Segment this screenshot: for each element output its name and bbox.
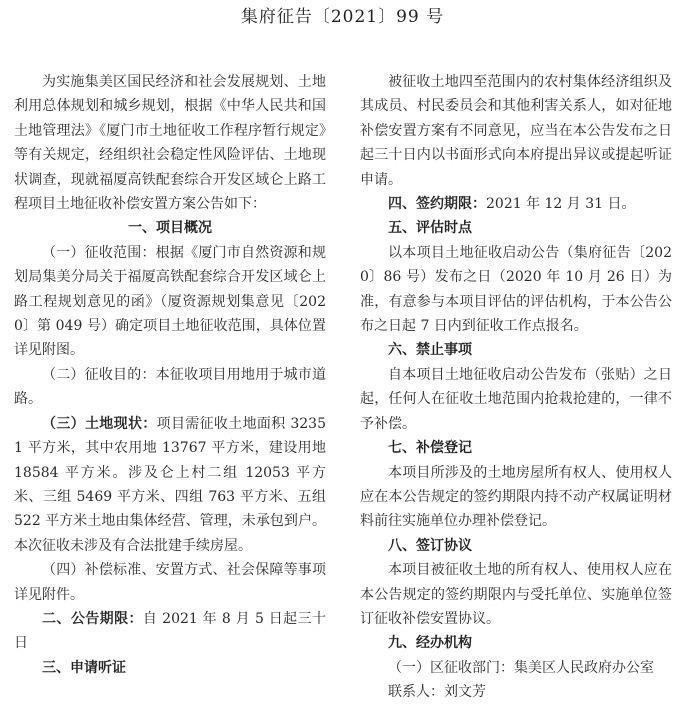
section-heading-hearing: 三、申请听证: [42, 659, 126, 676]
section-heading-agreement: 八、签订协议: [388, 537, 472, 554]
land-status-text: 项目需征收土地面积 32351 平方米，其中农用地 13767 平方米，建设用地 18584 平方米。涉及仑上村二组 12053 平方米、三组 5469 平方米、四组 763 平方米、五组 522 平方米土地由集体经营、管理，未承包到户。本次征收未涉及有合法批建手续房屋。: [14, 415, 326, 554]
section-heading-agency: 九、经办机构: [388, 635, 472, 652]
section-heading-registration: 七、补偿登记: [388, 440, 472, 457]
signing-period-text: 2021 年 12 月 31 日。: [486, 196, 636, 213]
signing-period-paragraph: [360, 192, 672, 216]
land-status-paragraph: [14, 412, 326, 558]
left-column: [14, 70, 326, 680]
intro-paragraph: 为实施集美区国民经济和社会发展规划、土地利用总体规划和城乡规划，根据《中华人民共和国土地管理法》《厦门市土地征收工作程序暂行规定》等有关规定，经组织社会稳定性风险评估、土地现状调查，现就福厦高铁配套综合开发区域仑上路工程项目土地征收补偿安置方案公告如下：: [14, 74, 326, 213]
document-title: 集府征告〔2021〕99 号: [240, 7, 445, 27]
section-heading-prohibitions: 六、禁止事项: [388, 342, 472, 359]
contact-paragraph: 联系人：刘文芳: [388, 684, 486, 701]
notice-period-text: 自 2021 年 8 月 5 日起三十日: [14, 610, 326, 652]
notice-period-paragraph: [14, 607, 326, 656]
agreement-paragraph: 本项目被征收土地的所有权人、使用权人应在本公告规定的签约期限内与受托单位、实施单位签订征收补偿安置协议。: [360, 562, 672, 627]
section-heading-project-overview: 一、项目概况: [128, 220, 212, 237]
scope-paragraph: （一）征收范围：根据《厦门市自然资源和规划局集美分局关于福厦高铁配套综合开发区域仑上路工程规划意见的函》（厦资源规划集意见〔2020〕第 049 号）确定项目土地征收范围，具体位置详见附图。: [14, 244, 326, 359]
section-heading-valuation: 五、评估时点: [388, 220, 472, 237]
prohibitions-paragraph: 自本项目土地征收启动公告发布（张贴）之日起，任何人在征收土地范围内抢栽抢建的，一律不予补偿。: [360, 366, 672, 432]
notice-period-label: 二、公告期限：: [42, 610, 143, 627]
compensation-paragraph: （四）补偿标准、安置方式、社会保障等事项详见附件。: [14, 562, 326, 603]
purpose-paragraph: （二）征收目的：本征收项目用地用于城市道路。: [14, 366, 326, 408]
valuation-paragraph: 以本项目土地征收启动公告（集府征告〔2020〕86 号）发布之日（2020 年 10 月 26 日）为准，有意参与本项目评估的评估机构，于本公告公布之日起 7 日内到征收工作点报名。: [360, 244, 672, 335]
signing-period-label: 四、签约期限：: [388, 196, 486, 213]
land-status-label: （三）土地现状：: [42, 415, 157, 432]
hearing-paragraph: 被征收土地四至范围内的农村集体经济组织及其成员、村民委员会和其他利害关系人，如对征地补偿安置方案有不同意见，应当在本公告发布之日起三十日内以书面形式向本府提出异议或提起听证申请。: [360, 74, 672, 188]
agency-paragraph: （一）区征收部门：集美区人民政府办公室: [388, 659, 654, 676]
registration-paragraph: 本项目所涉及的土地房屋所有权人、使用权人应在本公告规定的签约期限内持不动产权属证明材料前往实施单位办理补偿登记。: [360, 464, 672, 530]
right-column: [360, 70, 672, 705]
